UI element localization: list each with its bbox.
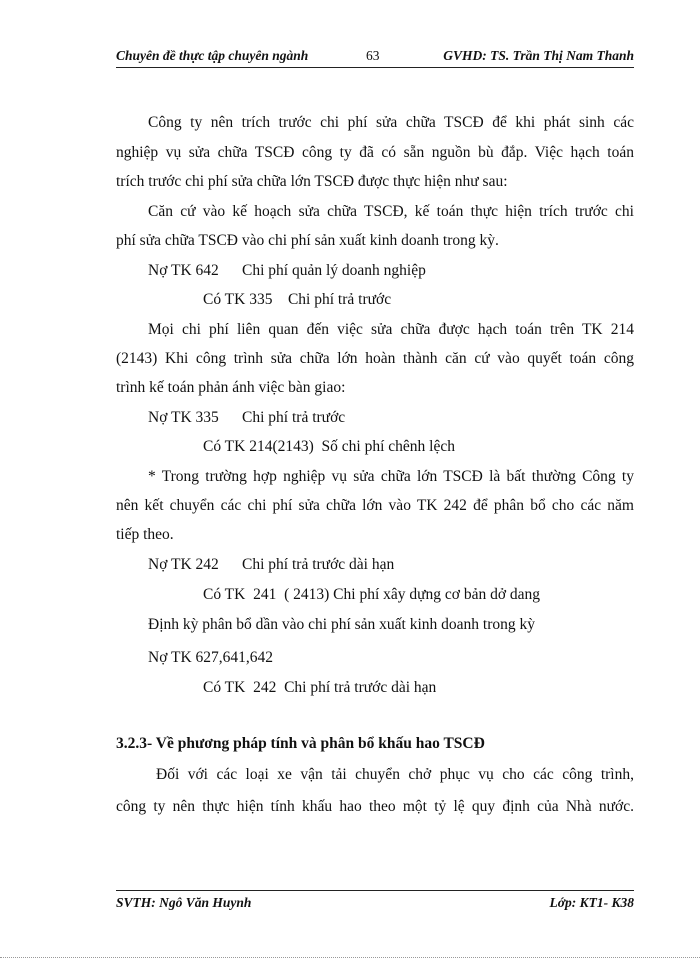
header-supervisor: GVHD: TS. Trần Thị Nam Thanh [443, 48, 634, 63]
journal-entry-credit: Có TK 214(2143) Số chi phí chênh lệch [203, 438, 455, 455]
paragraph-line: tiếp theo. [116, 526, 174, 543]
header-rule [116, 67, 634, 68]
paragraph-line: Mọi chi phí liên quan đến việc sửa chữa được hạch toán trên TK 214 [148, 321, 634, 338]
journal-entry-debit: Nợ TK 642 Chi phí quản lý doanh nghiệp [148, 262, 426, 279]
paragraph-line: phí sửa chữa TSCĐ vào chi phí sản xuất kinh doanh trong kỳ. [116, 232, 499, 249]
journal-entry-credit: Có TK 242 Chi phí trả trước dài hạn [203, 679, 437, 696]
paragraph-line: nên kết chuyển các chi phí sửa chữa lớn vào TK 242 để phân bổ cho các năm [116, 497, 634, 514]
journal-entry-debit: Nợ TK 335 Chi phí trả trước [148, 409, 346, 426]
paragraph-line: trích trước chi phí sửa chữa lớn TSCĐ được thực hiện như sau: [116, 173, 508, 190]
page-number: 63 [366, 48, 380, 63]
footer-student: SVTH: Ngô Văn Huynh [116, 895, 252, 910]
journal-entry-debit: Nợ TK 242 Chi phí trả trước dài hạn [148, 556, 395, 573]
section-heading: 3.2.3- Về phương pháp tính và phân bổ khấu hao TSCĐ [116, 735, 485, 752]
paragraph-line: Công ty nên trích trước chi phí sửa chữa TSCĐ để khi phát sinh các [148, 114, 634, 131]
journal-entry-debit: Nợ TK 627,641,642 [148, 649, 274, 666]
paragraph-line: * Trong trường hợp nghiệp vụ sửa chữa lớn TSCĐ là bất thường Công ty [148, 468, 634, 485]
paragraph-line: trình kế toán phản ánh việc bàn giao: [116, 379, 346, 396]
footer-class: Lớp: KT1- K38 [549, 895, 634, 910]
paragraph-line: Định kỳ phân bổ dần vào chi phí sản xuất kinh doanh trong kỳ [148, 616, 536, 633]
journal-entry-credit: Có TK 241 ( 2413) Chi phí xây dựng cơ bản dở dang [203, 586, 541, 603]
footer-rule [116, 890, 634, 891]
paragraph-line: Căn cứ vào kế hoạch sửa chữa TSCĐ, kế toán thực hiện trích trước chi [148, 203, 634, 220]
page-edge-divider [0, 957, 700, 958]
paragraph-line: công ty nên thực hiện tính khấu hao theo một tỷ lệ quy định của Nhà nước. [116, 798, 634, 815]
page-header [116, 48, 634, 66]
header-document-title: Chuyên đề thực tập chuyên ngành [116, 48, 309, 63]
paragraph-line: nghiệp vụ sửa chữa TSCĐ công ty đã có sẵn nguồn bù đắp. Việc hạch toán [116, 144, 634, 161]
paragraph-line: Đối với các loại xe vận tải chuyển chở phục vụ cho các công trình, [156, 766, 634, 783]
journal-entry-credit: Có TK 335 Chi phí trả trước [203, 291, 392, 308]
page-footer [116, 895, 634, 913]
paragraph-line: (2143) Khi công trình sửa chữa lớn hoàn thành căn cứ vào quyết toán công [116, 350, 634, 367]
